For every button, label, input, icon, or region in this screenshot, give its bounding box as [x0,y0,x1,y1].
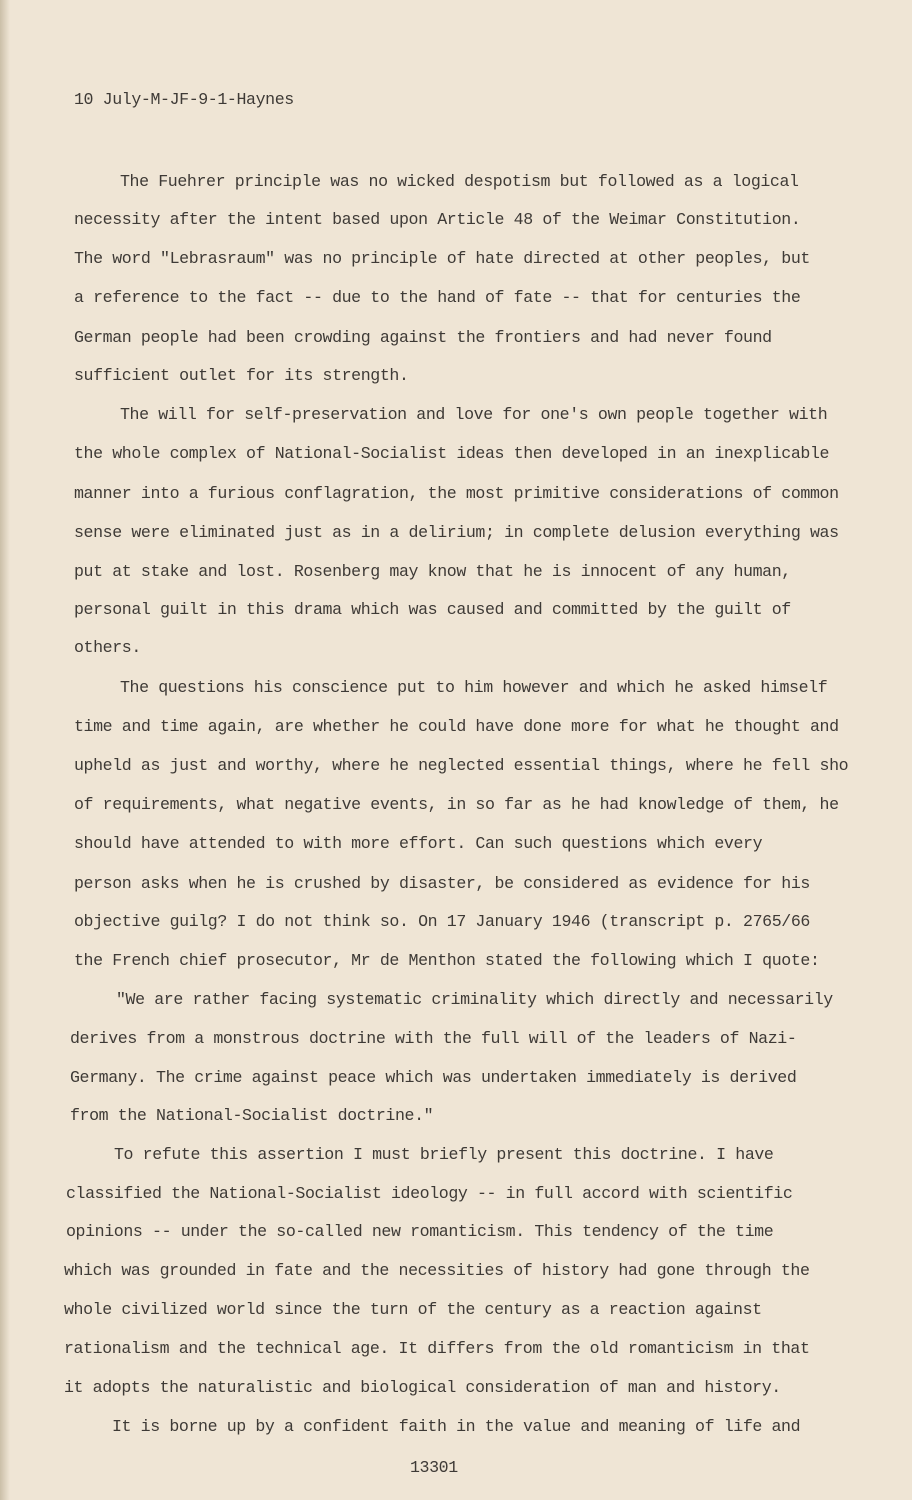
quote-line: "We are rather facing systematic criminality which directly and necessarily [116,990,833,1009]
text-line: it adopts the naturalistic and biological consideration of man and history. [64,1378,781,1397]
text-line: opinions -- under the so-called new romanticism. This tendency of the time [66,1222,774,1241]
text-line: The questions his conscience put to him however and which he asked himself [120,678,828,697]
quote-line: derives from a monstrous doctrine with the full will of the leaders of Nazi- [70,1029,797,1048]
quote-line: from the National-Socialist doctrine." [70,1106,434,1125]
text-line: The will for self-preservation and love for one's own people together with [120,405,828,424]
text-line: To refute this assertion I must briefly present this doctrine. I have [114,1145,774,1164]
text-line: upheld as just and worthy, where he neglected essential things, where he fell sho [74,756,849,775]
text-line: of requirements, what negative events, in so far as he had knowledge of them, he [74,795,839,814]
text-line: The word "Lebrasraum" was no principle of hate directed at other peoples, but [74,249,810,268]
text-line: which was grounded in fate and the necessities of history had gone through the [64,1261,810,1280]
quote-line: Germany. The crime against peace which was undertaken immediately is derived [70,1068,797,1087]
text-line: time and time again, are whether he could have done more for what he thought and [74,717,839,736]
text-line: classified the National-Socialist ideology -- in full accord with scientific [66,1184,793,1203]
text-line: sense were eliminated just as in a delirium; in complete delusion everything was [74,523,839,542]
text-line: necessity after the intent based upon Article 48 of the Weimar Constitution. [74,210,801,229]
text-line: person asks when he is crushed by disaster, be considered as evidence for his [74,874,810,893]
text-line: German people had been crowding against the frontiers and had never found [74,328,772,347]
text-line: should have attended to with more effort. Can such questions which every [74,834,763,853]
text-line: manner into a furious conflagration, the most primitive considerations of common [74,484,839,503]
text-line: put at stake and lost. Rosenberg may know that he is innocent of any human, [74,562,791,581]
text-line: whole civilized world since the turn of the century as a reaction against [64,1300,762,1319]
text-line: the French chief prosecutor, Mr de Menthon stated the following which I quote: [74,951,820,970]
text-line: personal guilt in this drama which was caused and committed by the guilt of [74,600,791,619]
page-header: 10 July-M-JF-9-1-Haynes [74,90,294,109]
text-line: sufficient outlet for its strength. [74,366,409,385]
text-line: objective guilg? I do not think so. On 17 January 1946 (transcript p. 2765/66 [74,912,810,931]
text-line: the whole complex of National-Socialist ideas then developed in an inexplicable [74,444,830,463]
text-line: others. [74,638,141,657]
text-line: a reference to the fact -- due to the hand of fate -- that for centuries the [74,288,801,307]
text-line: It is borne up by a confident faith in the value and meaning of life and [112,1417,801,1436]
page-edge-shadow [0,0,10,1500]
text-line: The Fuehrer principle was no wicked despotism but followed as a logical [120,172,799,191]
text-line: rationalism and the technical age. It differs from the old romanticism in that [64,1339,810,1358]
page-number: 13301 [410,1458,458,1477]
